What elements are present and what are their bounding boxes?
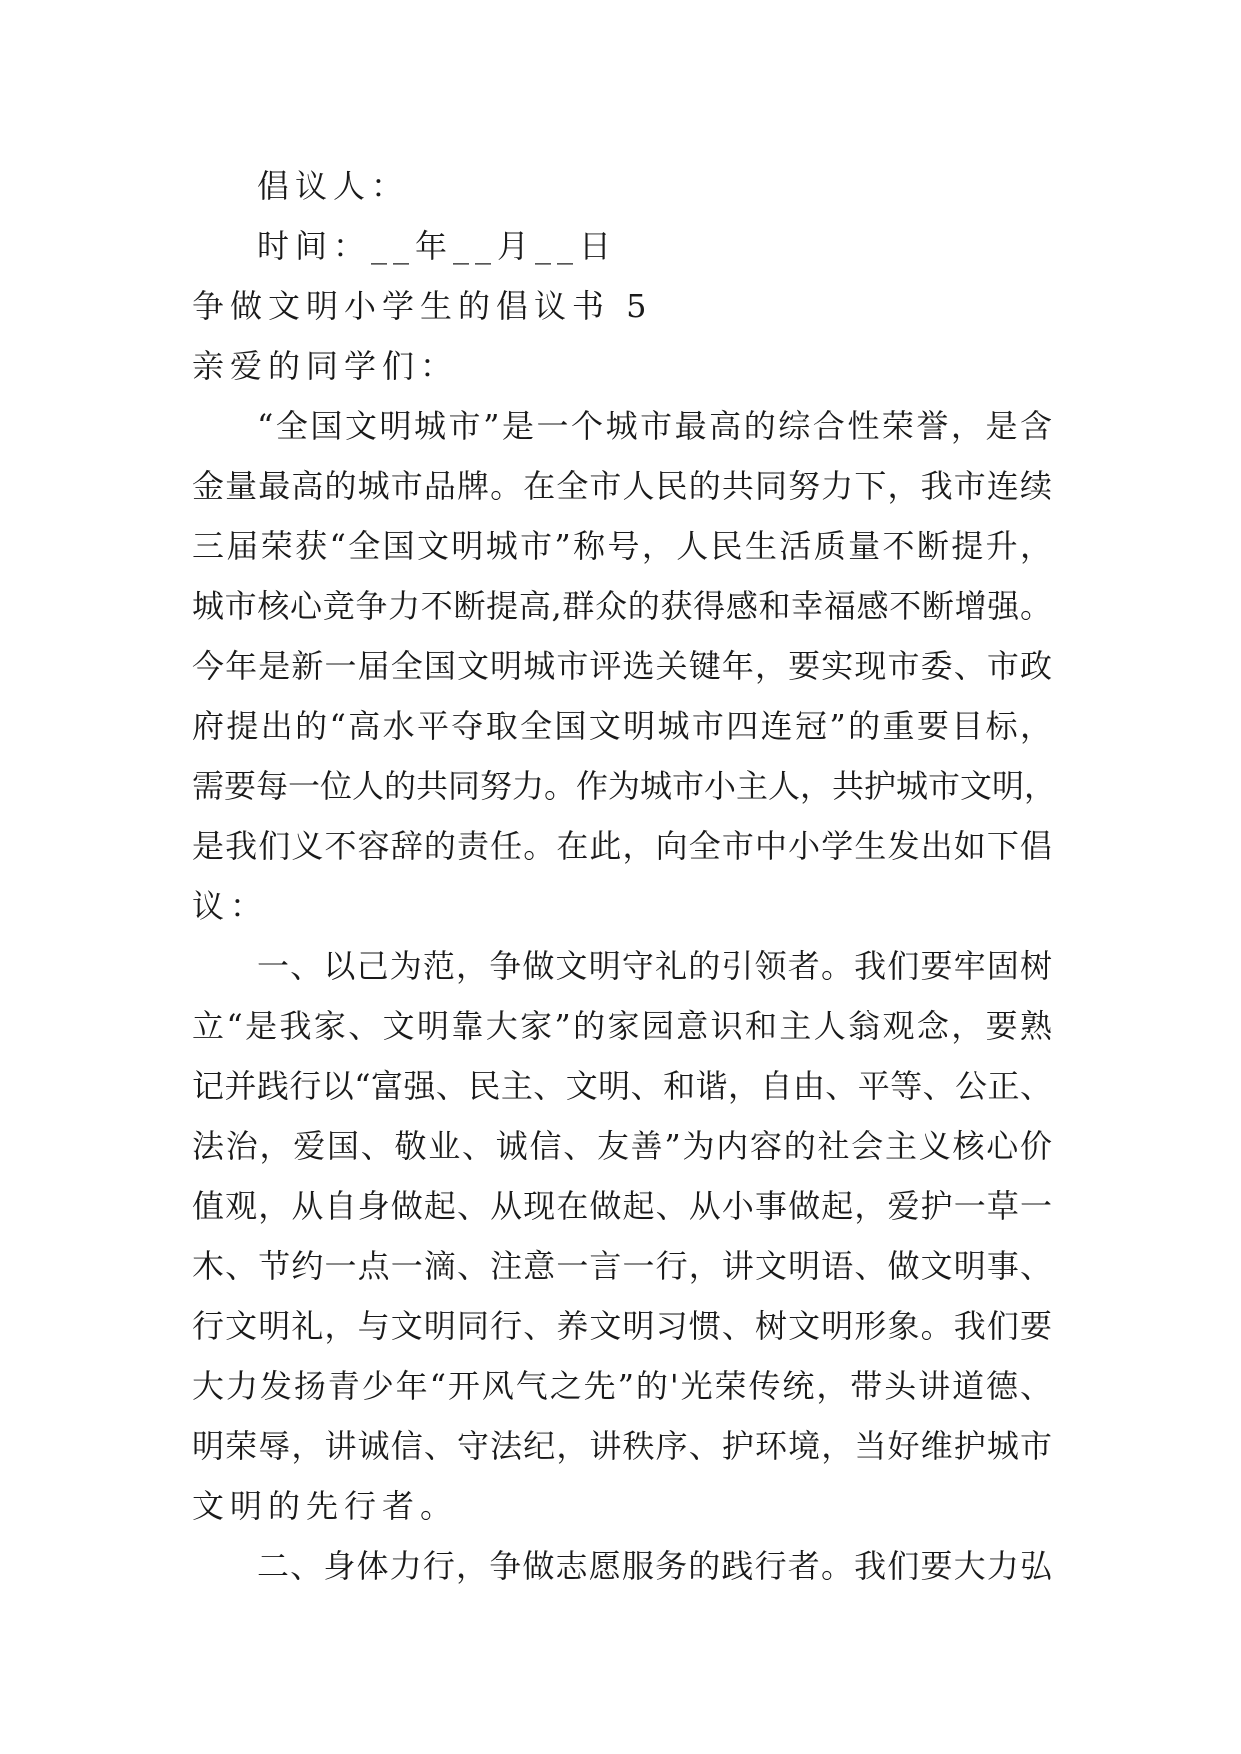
paragraph-1-line: 金量最高的城市品牌。在全市人民的共同努力下，我市连续 bbox=[192, 467, 1052, 505]
paragraph-2-line: 法治，爱国、敬业、诚信、友善”为内容的社会主义核心价 bbox=[192, 1127, 1052, 1165]
paragraph-1-line: 城市核心竞争力不断提高,群众的获得感和幸福感不断增强。 bbox=[192, 587, 1052, 625]
paragraph-2-line: 文明的先行者。 bbox=[192, 1487, 459, 1525]
paragraph-2-line: 值观，从自身做起、从现在做起、从小事做起，爱护一草一 bbox=[192, 1187, 1052, 1225]
paragraph-1-line: 府提出的“高水平夺取全国文明城市四连冠”的重要目标， bbox=[192, 707, 1052, 745]
paragraph-2-line: 木、节约一点一滴、注意一言一行，讲文明语、做文明事、 bbox=[192, 1247, 1052, 1285]
paragraph-2-line: 行文明礼，与文明同行、养文明习惯、树文明形象。我们要 bbox=[192, 1307, 1052, 1345]
paragraph-3-line: 二、身体力行，争做志愿服务的践行者。我们要大力弘 bbox=[257, 1547, 1052, 1585]
paragraph-2-line: 一、以己为范，争做文明守礼的引领者。我们要牢固树 bbox=[257, 947, 1052, 985]
paragraph-1-line: 今年是新一届全国文明城市评选关键年，要实现市委、市政 bbox=[192, 647, 1052, 685]
paragraph-2-line: 大力发扬青少年“开风气之先”的'光荣传统，带头讲道德、 bbox=[192, 1367, 1052, 1405]
date-line: 时间：__年__月__日 bbox=[257, 227, 618, 265]
salutation: 亲爱的同学们： bbox=[192, 347, 459, 385]
proposer-line: 倡议人： bbox=[257, 167, 410, 205]
paragraph-1-line: 议： bbox=[192, 887, 269, 925]
paragraph-1-line: 需要每一位人的共同努力。作为城市小主人，共护城市文明， bbox=[192, 767, 1057, 805]
paragraph-1-line: “全国文明城市”是一个城市最高的综合性荣誉，是含 bbox=[257, 407, 1052, 445]
document-title: 争做文明小学生的倡议书 5 bbox=[192, 287, 653, 325]
paragraph-1-line: 是我们义不容辞的责任。在此，向全市中小学生发出如下倡 bbox=[192, 827, 1052, 865]
paragraph-2-line: 立“是我家、文明靠大家”的家园意识和主人翁观念，要熟 bbox=[192, 1007, 1052, 1045]
paragraph-2-line: 记并践行以“富强、民主、文明、和谐，自由、平等、公正、 bbox=[192, 1067, 1052, 1105]
paragraph-2-line: 明荣辱，讲诚信、守法纪，讲秩序、护环境，当好维护城市 bbox=[192, 1427, 1052, 1465]
paragraph-1-line: 三届荣获“全国文明城市”称号，人民生活质量不断提升， bbox=[192, 527, 1052, 565]
